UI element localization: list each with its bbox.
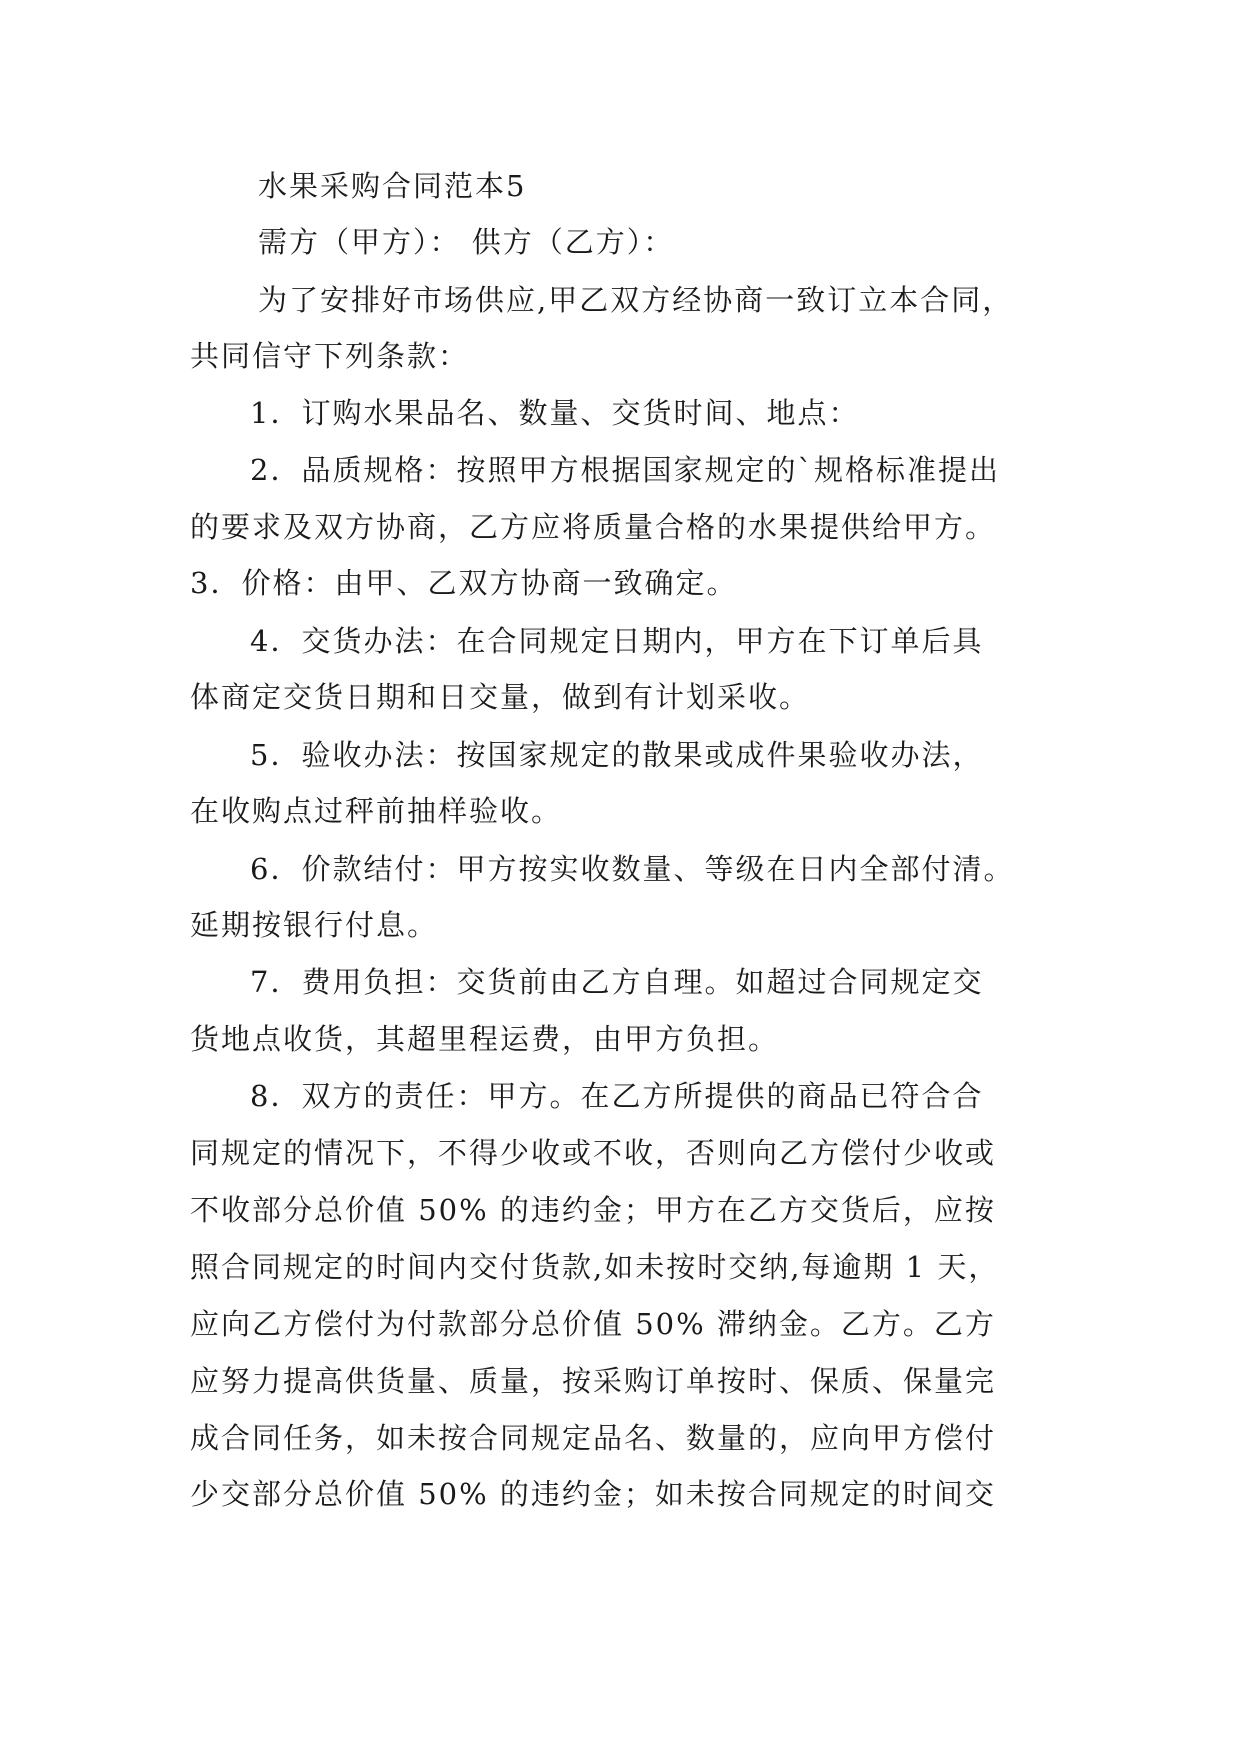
document-title: 水果采购合同范本5	[258, 169, 527, 203]
clause-7-line-1: 7．费用负担：交货前由乙方自理。如超过合同规定交	[250, 965, 984, 999]
clause-2-line-2: 的要求及双方协商，乙方应将质量合格的水果提供给甲方。	[190, 510, 997, 544]
clause-2-line-1: 2．品质规格：按照甲方根据国家规定的`规格标准提出	[250, 453, 1000, 487]
intro-line-1: 为了安排好市场供应,甲乙双方经协商一致订立本合同，	[258, 283, 1014, 317]
clause-8-line-1: 8．双方的责任：甲方。在乙方所提供的商品已符合合	[250, 1079, 984, 1113]
clause-8-line-4: 照合同规定的时间内交付货款,如未按时交纳,每逾期 1 天，	[190, 1250, 1000, 1284]
clause-8-line-6: 应努力提高供货量、质量，按采购订单按时、保质、保量完	[190, 1364, 997, 1398]
clause-4-line-1: 4．交货办法：在合同规定日期内，甲方在下订单后具	[250, 624, 984, 658]
clause-5-line-2: 在收购点过秤前抽样验收。	[190, 794, 563, 828]
parties-line: 需方（甲方）： 供方（乙方）：	[258, 225, 675, 259]
clause-8-line-8: 少交部分总价值 50% 的违约金；如未按合同规定的时间交	[190, 1477, 996, 1511]
intro-line-2: 共同信守下列条款：	[190, 339, 470, 373]
clause-4-line-2: 体商定交货日期和日交量，做到有计划采收。	[190, 680, 811, 714]
clause-6-line-2: 延期按银行付息。	[190, 908, 439, 942]
clause-5-line-1: 5．验收办法：按国家规定的散果或成件果验收办法，	[250, 738, 984, 772]
clause-8-line-7: 成合同任务，如未按合同规定品名、数量的，应向甲方偿付	[190, 1421, 997, 1455]
clause-7-line-2: 货地点收货，其超里程运费，由甲方负担。	[190, 1022, 780, 1056]
clause-1: 1．订购水果品名、数量、交货时间、地点：	[250, 396, 860, 430]
clause-3: 3．价格：由甲、乙双方协商一致确定。	[190, 566, 738, 600]
clause-6-line-1: 6．价款结付：甲方按实收数量、等级在日内全部付清。	[250, 852, 1015, 886]
clause-8-line-3: 不收部分总价值 50% 的违约金；甲方在乙方交货后，应按	[190, 1193, 996, 1227]
clause-8-line-2: 同规定的情况下，不得少收或不收，否则向乙方偿付少收或	[190, 1136, 997, 1170]
clause-8-line-5: 应向乙方偿付为付款部分总价值 50% 滞纳金。乙方。乙方	[190, 1307, 996, 1341]
